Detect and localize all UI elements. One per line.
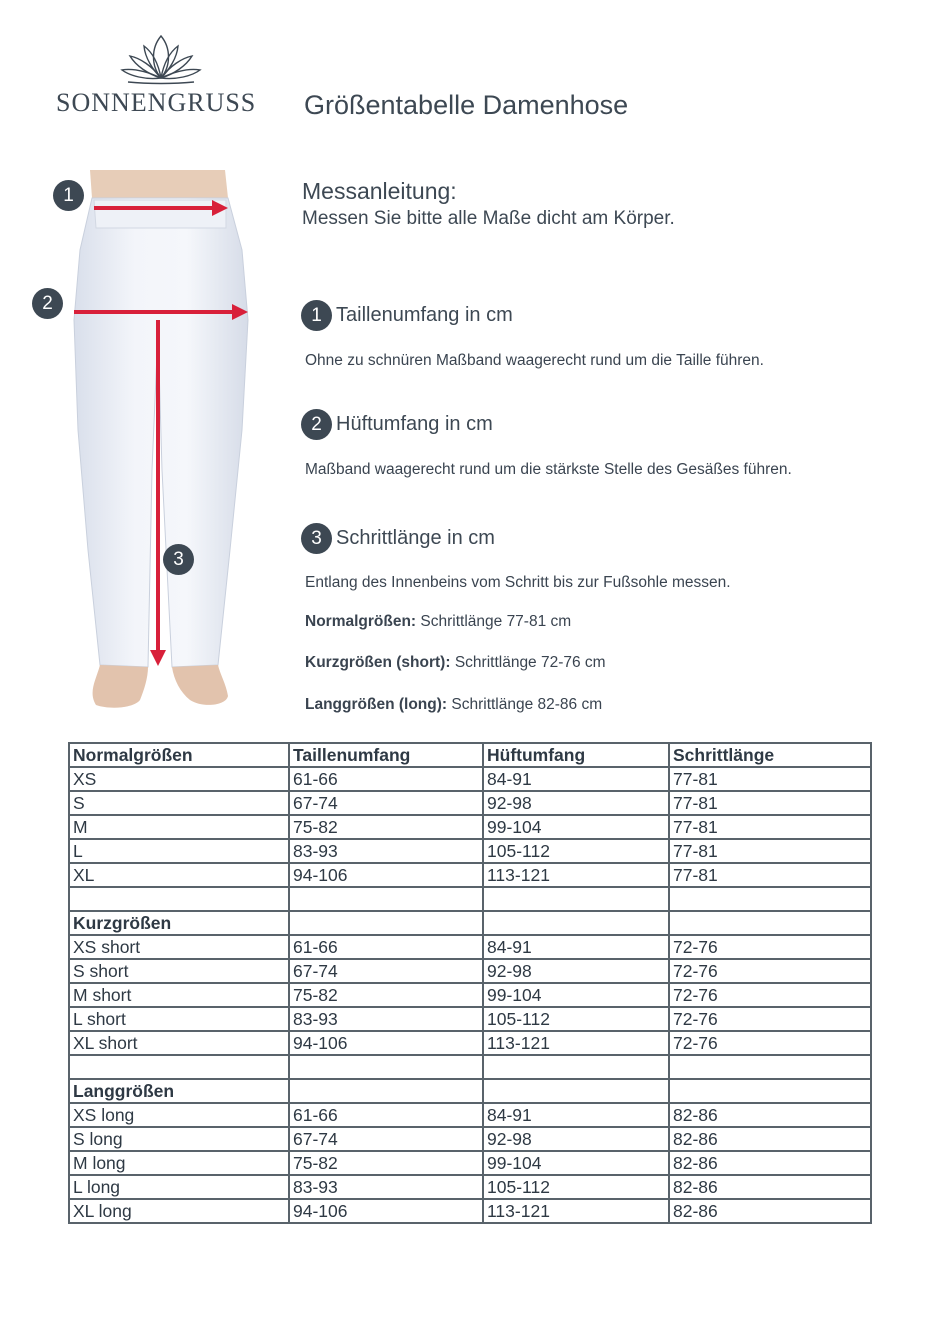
table-cell: 72-76 [669,983,871,1007]
table-row [69,983,871,1007]
table-cell: 67-74 [289,959,483,983]
table-cell [289,911,483,935]
section-hip-heading [301,409,493,440]
table-cell: 82-86 [669,1175,871,1199]
table-cell [669,911,871,935]
inseam-normal [305,613,571,631]
table-cell: 84-91 [483,1103,669,1127]
pants-shape [74,198,248,667]
table-cell: 83-93 [289,839,483,863]
table-cell: 94-106 [289,1031,483,1055]
table-row [69,1079,871,1103]
section-number: 2 [301,409,332,440]
table-cell: L short [69,1007,289,1031]
table-cell: Langgrößen [69,1079,289,1103]
table-cell [669,1079,871,1103]
table-cell [289,887,483,911]
marker-1: 1 [53,180,84,211]
table-cell [483,1079,669,1103]
table-row [69,767,871,791]
table-cell: S [69,791,289,815]
table-cell: XS [69,767,289,791]
table-row [69,1055,871,1079]
table-cell [669,887,871,911]
table-cell: 77-81 [669,791,871,815]
table-cell: L long [69,1175,289,1199]
table-row [69,1031,871,1055]
section-title: Taillenumfang in cm [336,304,513,326]
pants-measurement-figure [30,170,270,720]
table-cell: 61-66 [289,1103,483,1127]
table-cell [69,887,289,911]
table-cell: 77-81 [669,839,871,863]
section-inseam-text: Entlang des Innenbeins vom Schritt bis zur Fußsohle messen. [305,574,731,591]
column-header: Schrittlänge [669,743,871,767]
table-row [69,815,871,839]
table-cell: 77-81 [669,767,871,791]
inseam-value: Schrittlänge 77-81 cm [420,613,572,630]
table-row [69,959,871,983]
table-row [69,863,871,887]
table-cell: 113-121 [483,1031,669,1055]
table-cell: M long [69,1151,289,1175]
table-cell: 94-106 [289,863,483,887]
table-cell: 67-74 [289,791,483,815]
table-row [69,1007,871,1031]
table-cell [289,1079,483,1103]
column-header: Taillenumfang [289,743,483,767]
section-waist-text: Ohne zu schnüren Maßband waagerecht rund um die Taille führen. [305,352,764,369]
table-row [69,1127,871,1151]
table-cell: 72-76 [669,1031,871,1055]
table-cell: S long [69,1127,289,1151]
section-title: Schrittlänge in cm [336,527,495,549]
table-cell: XL short [69,1031,289,1055]
table-cell: 77-81 [669,863,871,887]
table-row [69,887,871,911]
table-row [69,1199,871,1223]
table-cell: 77-81 [669,815,871,839]
table-cell: 61-66 [289,935,483,959]
table-cell: 94-106 [289,1199,483,1223]
table-cell: XL long [69,1199,289,1223]
size-table [68,742,872,1224]
page-title: Größentabelle Damenhose [304,90,629,120]
instructions-subheading: Messen Sie bitte alle Maße dicht am Körper. [302,208,675,229]
table-cell: Kurzgrößen [69,911,289,935]
table-cell: 72-76 [669,959,871,983]
table-cell: 92-98 [483,791,669,815]
table-cell: XS long [69,1103,289,1127]
table-row [69,1175,871,1199]
table-cell: 82-86 [669,1199,871,1223]
table-cell: 61-66 [289,767,483,791]
marker-2: 2 [32,288,63,319]
table-cell [483,911,669,935]
table-cell: 113-121 [483,863,669,887]
table-cell: 92-98 [483,959,669,983]
table-cell: XL [69,863,289,887]
instructions-heading: Messanleitung: [302,178,457,204]
inseam-label: Kurzgrößen (short): [305,654,451,671]
table-cell: 92-98 [483,1127,669,1151]
inseam-value: Schrittlänge 72-76 cm [454,654,606,671]
section-number: 1 [301,300,332,331]
table-cell [69,1055,289,1079]
table-cell: 72-76 [669,935,871,959]
table-cell: 105-112 [483,1007,669,1031]
section-title: Hüftumfang in cm [336,413,493,435]
table-cell: 99-104 [483,1151,669,1175]
inseam-label: Normalgrößen: [305,613,417,630]
section-inseam-heading [301,523,495,554]
table-header-row [69,743,871,767]
table-cell: 75-82 [289,983,483,1007]
table-cell: 83-93 [289,1175,483,1199]
inseam-short [305,654,606,672]
lotus-logo-icon [118,32,204,86]
table-cell: 99-104 [483,983,669,1007]
inseam-value: Schrittlänge 82-86 cm [451,696,603,713]
table-cell: 82-86 [669,1127,871,1151]
inseam-long [305,696,602,714]
column-header: Normalgrößen [69,743,289,767]
table-cell: M [69,815,289,839]
table-row [69,1151,871,1175]
table-cell: 83-93 [289,1007,483,1031]
table-cell: 82-86 [669,1103,871,1127]
table-cell: 105-112 [483,839,669,863]
marker-3: 3 [163,544,194,575]
section-number: 3 [301,523,332,554]
table-row [69,935,871,959]
table-row [69,839,871,863]
table-row [69,911,871,935]
section-hip-text: Maßband waagerecht rund um die stärkste Stelle des Gesäßes führen. [305,461,792,478]
size-table-body [69,743,871,1223]
table-cell: 75-82 [289,815,483,839]
inseam-label: Langgrößen (long): [305,696,448,713]
brand-name: SONNENGRUSS [56,88,257,117]
table-cell: 84-91 [483,767,669,791]
table-cell: 67-74 [289,1127,483,1151]
table-cell [483,887,669,911]
table-cell: XS short [69,935,289,959]
table-cell: 105-112 [483,1175,669,1199]
table-row [69,791,871,815]
table-cell: 72-76 [669,1007,871,1031]
table-cell: 75-82 [289,1151,483,1175]
table-cell: 99-104 [483,815,669,839]
section-waist-heading [301,300,513,331]
table-cell: 84-91 [483,935,669,959]
table-cell: 82-86 [669,1151,871,1175]
table-cell: M short [69,983,289,1007]
column-header: Hüftumfang [483,743,669,767]
table-cell: L [69,839,289,863]
table-cell [483,1055,669,1079]
table-row [69,1103,871,1127]
table-cell: 113-121 [483,1199,669,1223]
table-cell [289,1055,483,1079]
table-cell [669,1055,871,1079]
table-cell: S short [69,959,289,983]
